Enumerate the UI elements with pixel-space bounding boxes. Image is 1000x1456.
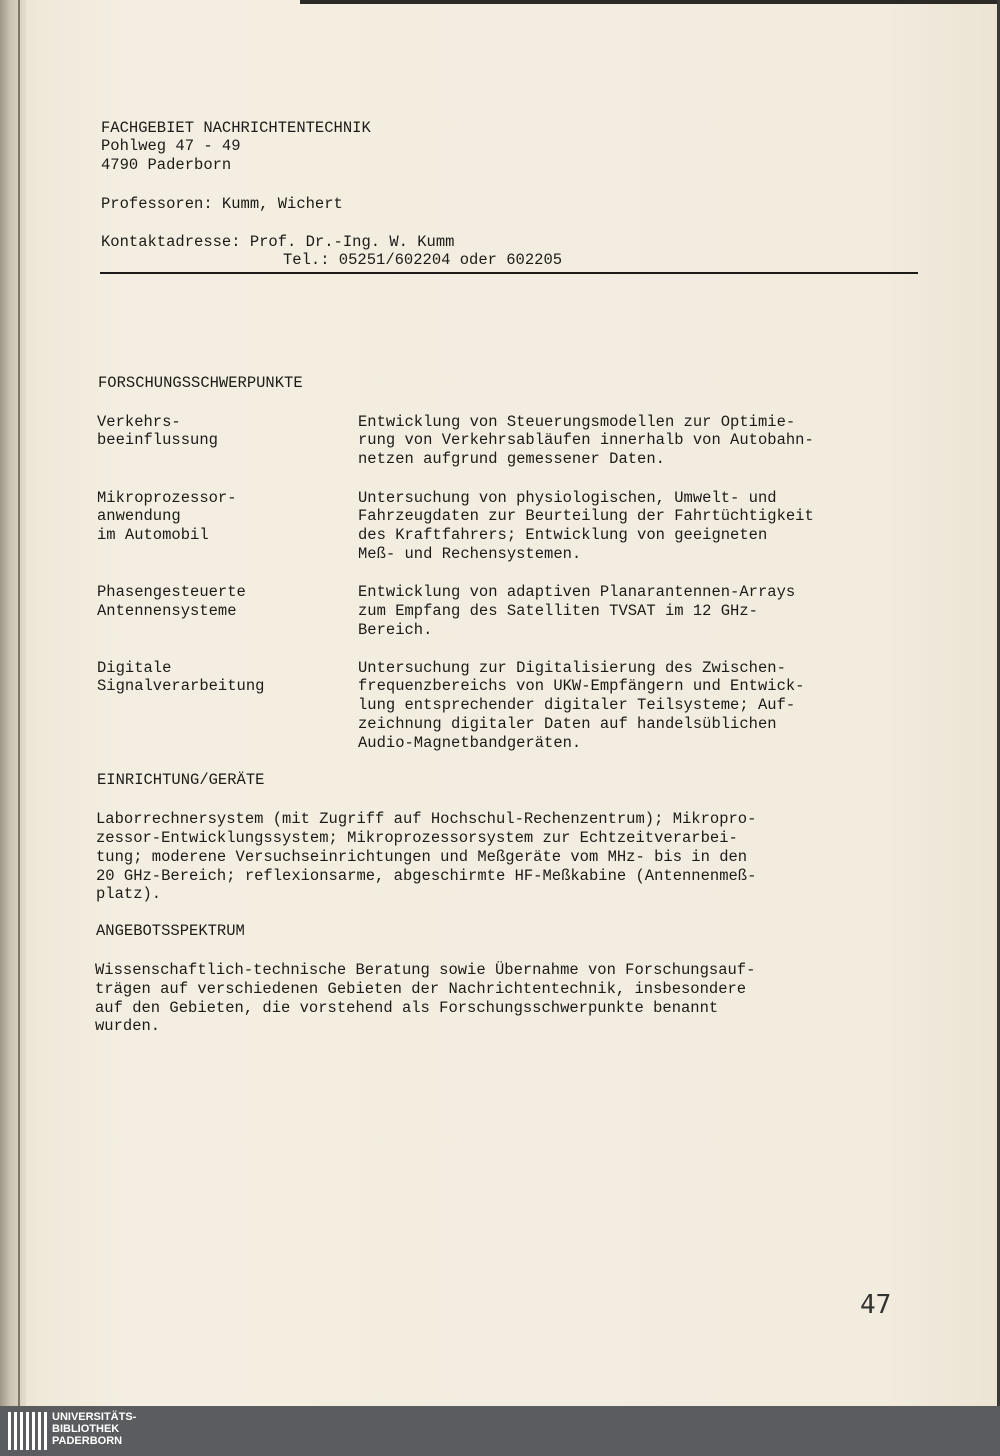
research-topic-line: Phasengesteuerte — [97, 583, 246, 601]
equipment-line: zessor-Entwicklungssystem; Mikroprozessorsystem zur Echtzeitverarbei- — [96, 829, 738, 847]
research-desc-line: lung entsprechender digitaler Teilsysteme; Auf- — [358, 696, 796, 714]
research-topic-line: Verkehrs- — [97, 413, 181, 431]
header-street: Pohlweg 47 - 49 — [101, 137, 241, 155]
header-professors: Professoren: Kumm, Wichert — [101, 195, 343, 213]
research-desc-line: Meß- und Rechensystemen. — [358, 545, 582, 563]
research-desc-line: zeichnung digitaler Daten auf handelsüblichen — [358, 715, 777, 733]
header-institute: FACHGEBIET NACHRICHTENTECHNIK — [101, 119, 371, 137]
research-desc-line: frequenzbereichs von UKW-Empfängern und Entwick- — [358, 677, 805, 695]
research-topic-line: Mikroprozessor- — [97, 489, 237, 507]
research-desc-line: Bereich. — [358, 621, 433, 639]
binding-line — [18, 0, 20, 1406]
header-contact: Kontaktadresse: Prof. Dr.-Ing. W. Kumm — [101, 233, 455, 251]
research-desc-line: rung von Verkehrsabläufen innerhalb von Autobahn- — [358, 431, 814, 449]
research-topic-line: Antennensysteme — [97, 602, 237, 620]
equipment-line: 20 GHz-Bereich; reflexionsarme, abgeschirmte HF-Meßkabine (Antennenmeß- — [96, 867, 757, 885]
offer-line: trägen auf verschiedenen Gebieten der Nachrichtentechnik, insbesondere — [95, 980, 747, 998]
equipment-heading: EINRICHTUNG/GERÄTE — [97, 771, 265, 789]
research-heading: FORSCHUNGSSCHWERPUNKTE — [98, 374, 303, 392]
page-top-edge — [300, 0, 1000, 4]
research-topic-line: im Automobil — [97, 526, 209, 544]
research-desc-line: des Kraftfahrers; Entwicklung von geeigneten — [358, 526, 768, 544]
research-desc-line: Entwicklung von adaptiven Planarantennen-Arrays — [358, 583, 796, 601]
research-topic-line: Signalverarbeitung — [97, 677, 265, 695]
library-logo-text — [52, 1411, 136, 1447]
offer-line: wurden. — [95, 1017, 161, 1035]
research-topic-line: Digitale — [97, 659, 172, 677]
research-desc-line: zum Empfang des Satelliten TVSAT im 12 GHz- — [358, 602, 758, 620]
library-logo-line: BIBLIOTHEK — [52, 1423, 120, 1435]
research-desc-line: Entwicklung von Steuerungsmodellen zur Optimie- — [358, 413, 796, 431]
research-desc-line: Fahrzeugdaten zur Beurteilung der Fahrtüchtigkeit — [358, 507, 814, 525]
header-rule — [100, 272, 918, 274]
equipment-line: Laborrechnersystem (mit Zugriff auf Hochschul-Rechenzentrum); Mikropro- — [96, 810, 757, 828]
library-logo-line: PADERBORN — [52, 1435, 123, 1447]
equipment-line: tung; moderene Versuchseinrichtungen und Meßgeräte vom MHz- bis in den — [96, 848, 748, 866]
equipment-line: platz). — [96, 885, 162, 903]
offer-line: Wissenschaftlich-technische Beratung sowie Übernahme von Forschungsauf- — [95, 961, 756, 979]
research-desc-line: netzen aufgrund gemessener Daten. — [358, 450, 665, 468]
research-desc-line: Untersuchung zur Digitalisierung des Zwischen- — [358, 659, 786, 677]
research-desc-line: Untersuchung von physiologischen, Umwelt- und — [358, 489, 777, 507]
binding-shadow — [0, 0, 26, 1406]
library-footer — [0, 1406, 1000, 1456]
research-topic-line: beeinflussung — [97, 431, 218, 449]
header-city: 4790 Paderborn — [101, 156, 232, 174]
page-number: 47 — [860, 1290, 892, 1320]
offer-line: auf den Gebieten, die vorstehend als Forschungsschwerpunkte benannt — [95, 999, 719, 1017]
library-logo-icon — [8, 1410, 48, 1452]
header-phone: Tel.: 05251/602204 oder 602205 — [283, 251, 563, 269]
research-topic-line: anwendung — [97, 507, 181, 525]
offer-heading: ANGEBOTSSPEKTRUM — [96, 922, 245, 940]
research-desc-line: Audio-Magnetbandgeräten. — [358, 734, 582, 752]
library-logo-line: UNIVERSITÄTS- — [52, 1411, 137, 1423]
